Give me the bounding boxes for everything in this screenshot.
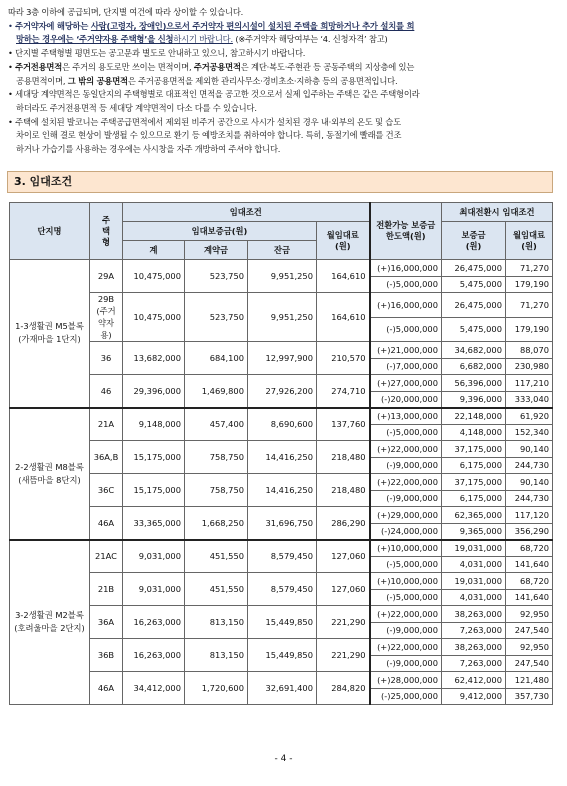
table-row <box>10 507 553 524</box>
total-cell: 10,475,000 <box>123 293 185 342</box>
convertible-cell: (+)10,000,000 <box>370 540 442 557</box>
contract-cell: 758,750 <box>185 474 248 507</box>
header-rent-conditions: 임대조건 <box>123 203 370 222</box>
note-line: • 단지별 주택형별 평면도는 공고문과 별도로 안내하고 있으니, 참고하시기 바랍니다. <box>8 48 306 59</box>
monthly-cell: 274,710 <box>317 375 370 408</box>
convertible-cell: (+)16,000,000 <box>370 260 442 277</box>
note-line: 망하는 경우에는 ‘주거약자용 주택형’을 신청하시기 바랍니다. (※주거약자 해당여부는 ‘4. 신청자격’ 참고) <box>16 34 388 45</box>
balance-cell: 8,579,450 <box>248 573 317 606</box>
total-cell: 9,031,000 <box>123 573 185 606</box>
type-cell: 29A <box>90 260 123 293</box>
convertible-cell: (-)9,000,000 <box>370 655 442 672</box>
header-deposit: 임대보증금(원) <box>123 222 317 241</box>
convertible-cell: (+)27,000,000 <box>370 375 442 392</box>
conv-monthly-cell: 90,140 <box>506 441 553 458</box>
header-complex: 단지명 <box>10 203 90 260</box>
table-row <box>10 441 553 458</box>
total-cell: 9,148,000 <box>123 408 185 441</box>
convertible-cell: (+)22,000,000 <box>370 441 442 458</box>
convertible-cell: (+)21,000,000 <box>370 342 442 359</box>
monthly-cell: 137,760 <box>317 408 370 441</box>
contract-cell: 813,150 <box>185 606 248 639</box>
type-cell: 36C <box>90 474 123 507</box>
note-line: • 세대당 계약면적은 동일단지의 주택형별로 대표적인 면적을 공고한 것으로서 실제 입주하는 주택은 같은 주택형이라 <box>8 89 420 100</box>
type-cell: 36 <box>90 342 123 375</box>
conv-monthly-cell: 141,640 <box>506 589 553 606</box>
table-row <box>10 293 553 318</box>
total-cell: 34,412,000 <box>123 672 185 705</box>
note-line: 하거나 가습기를 사용하는 경우에는 사시창을 자주 개방하여 주셔야 합니다. <box>16 144 281 155</box>
type-cell: 21B <box>90 573 123 606</box>
contract-cell: 758,750 <box>185 441 248 474</box>
header-balance: 잔금 <box>248 241 317 260</box>
conv-monthly-cell: 247,540 <box>506 655 553 672</box>
contract-cell: 1,469,800 <box>185 375 248 408</box>
header-convertible: 전환가능 보증금 한도액(원) <box>370 203 442 260</box>
convertible-cell: (-)5,000,000 <box>370 556 442 573</box>
conv-monthly-cell: 244,730 <box>506 490 553 507</box>
note-line: • 주거전용면적은 주거의 용도로만 쓰이는 면적이며, 주거공용면적은 계단·복도·주현관 등 공동주택의 지상층에 있는 <box>8 61 415 72</box>
table-row <box>10 375 553 392</box>
conv-deposit-cell: 38,263,000 <box>442 606 506 623</box>
table-row <box>10 639 553 656</box>
convertible-cell: (-)5,000,000 <box>370 317 442 342</box>
monthly-cell: 127,060 <box>317 573 370 606</box>
conv-deposit-cell: 62,412,000 <box>442 672 506 689</box>
type-cell: 46A <box>90 507 123 540</box>
convertible-cell: (-)7,000,000 <box>370 358 442 375</box>
convertible-cell: (+)16,000,000 <box>370 293 442 318</box>
conv-deposit-cell: 37,175,000 <box>442 474 506 491</box>
convertible-cell: (+)22,000,000 <box>370 606 442 623</box>
balance-cell: 9,951,250 <box>248 260 317 293</box>
contract-cell: 684,100 <box>185 342 248 375</box>
complex-name-cell: 2-2생활권 M8블록 (새뜸마을 8단지) <box>10 408 90 540</box>
balance-cell: 8,690,600 <box>248 408 317 441</box>
total-cell: 16,263,000 <box>123 639 185 672</box>
contract-cell: 457,400 <box>185 408 248 441</box>
conv-deposit-cell: 7,263,000 <box>442 622 506 639</box>
conv-monthly-cell: 88,070 <box>506 342 553 359</box>
header-conv-deposit: 보증금(원) <box>442 222 506 260</box>
monthly-cell: 127,060 <box>317 540 370 573</box>
table-row <box>10 540 553 557</box>
total-cell: 10,475,000 <box>123 260 185 293</box>
table-row <box>10 260 553 277</box>
monthly-cell: 164,610 <box>317 293 370 342</box>
conv-deposit-cell: 9,396,000 <box>442 391 506 408</box>
header-monthly: 월임대료(원) <box>317 222 370 260</box>
monthly-cell: 284,820 <box>317 672 370 705</box>
note-line: • 주거약자에 해당하는 사람(고령자, 장애인)으로서 주거약자 편의시설이 설치된 주택을 희망하거나 추가 설치를 희 <box>8 20 415 31</box>
conv-deposit-cell: 4,031,000 <box>442 589 506 606</box>
type-cell: 36A <box>90 606 123 639</box>
monthly-cell: 218,480 <box>317 441 370 474</box>
monthly-cell: 218,480 <box>317 474 370 507</box>
convertible-cell: (+)29,000,000 <box>370 507 442 524</box>
convertible-cell: (+)10,000,000 <box>370 573 442 590</box>
conv-deposit-cell: 19,031,000 <box>442 573 506 590</box>
complex-name-cell: 3-2생활권 M2블록 (호려울마을 2단지) <box>10 540 90 705</box>
convertible-cell: (+)22,000,000 <box>370 474 442 491</box>
table-row <box>10 408 553 425</box>
convertible-cell: (-)5,000,000 <box>370 276 442 293</box>
total-cell: 15,175,000 <box>123 474 185 507</box>
contract-cell: 523,750 <box>185 260 248 293</box>
balance-cell: 14,416,250 <box>248 474 317 507</box>
table-row <box>10 573 553 590</box>
type-cell: 36B <box>90 639 123 672</box>
balance-cell: 8,579,450 <box>248 540 317 573</box>
table-row <box>10 342 553 359</box>
convertible-cell: (-)5,000,000 <box>370 589 442 606</box>
section-title: 3. 임대조건 <box>7 171 553 193</box>
table-row <box>10 474 553 491</box>
conv-deposit-cell: 9,365,000 <box>442 523 506 540</box>
type-cell: 29B (주거약자용) <box>90 293 123 342</box>
total-cell: 15,175,000 <box>123 441 185 474</box>
header-conv-monthly: 월임대료(원) <box>506 222 553 260</box>
conv-monthly-cell: 356,290 <box>506 523 553 540</box>
header-type: 주택형 <box>90 203 123 260</box>
contract-cell: 523,750 <box>185 293 248 342</box>
type-cell: 21AC <box>90 540 123 573</box>
table-row <box>10 672 553 689</box>
conv-monthly-cell: 117,210 <box>506 375 553 392</box>
convertible-cell: (-)5,000,000 <box>370 424 442 441</box>
type-cell: 21A <box>90 408 123 441</box>
balance-cell: 15,449,850 <box>248 639 317 672</box>
conv-deposit-cell: 26,475,000 <box>442 293 506 318</box>
convertible-cell: (+)22,000,000 <box>370 639 442 656</box>
monthly-cell: 221,290 <box>317 639 370 672</box>
monthly-cell: 286,290 <box>317 507 370 540</box>
balance-cell: 31,696,750 <box>248 507 317 540</box>
conv-deposit-cell: 5,475,000 <box>442 317 506 342</box>
conv-monthly-cell: 71,270 <box>506 260 553 277</box>
conv-monthly-cell: 357,730 <box>506 688 553 705</box>
rent-conditions-table <box>9 202 553 705</box>
conv-monthly-cell: 68,720 <box>506 573 553 590</box>
header-contract: 계약금 <box>185 241 248 260</box>
conv-monthly-cell: 92,950 <box>506 606 553 623</box>
contract-cell: 1,720,600 <box>185 672 248 705</box>
total-cell: 16,263,000 <box>123 606 185 639</box>
conv-deposit-cell: 62,365,000 <box>442 507 506 524</box>
conv-monthly-cell: 247,540 <box>506 622 553 639</box>
note-line: 따라 3층 이하에 공급되며, 단지별 여건에 따라 상이할 수 있습니다. <box>8 7 244 17</box>
conv-monthly-cell: 121,480 <box>506 672 553 689</box>
balance-cell: 12,997,900 <box>248 342 317 375</box>
complex-name-cell: 1-3생활권 M5블록 (가재마을 1단지) <box>10 260 90 408</box>
convertible-cell: (-)24,000,000 <box>370 523 442 540</box>
conv-deposit-cell: 4,031,000 <box>442 556 506 573</box>
monthly-cell: 221,290 <box>317 606 370 639</box>
note-line: 공용면적이며, 그 밖의 공용면적은 주거공용면적을 제외한 관리사무소·경비초소·지하층 등의 공용면적입니다. <box>16 75 398 86</box>
convertible-cell: (+)13,000,000 <box>370 408 442 425</box>
conv-monthly-cell: 141,640 <box>506 556 553 573</box>
convertible-cell: (-)25,000,000 <box>370 688 442 705</box>
conv-monthly-cell: 152,340 <box>506 424 553 441</box>
contract-cell: 813,150 <box>185 639 248 672</box>
table-body <box>10 260 553 705</box>
contract-cell: 1,668,250 <box>185 507 248 540</box>
conv-deposit-cell: 26,475,000 <box>442 260 506 277</box>
note-line: • 주택에 설치된 발코니는 주택공급면적에서 제외된 비주거 공간으로 사시가 설치된 경우 내·외부의 온도 및 습도 <box>8 116 401 127</box>
conv-deposit-cell: 4,148,000 <box>442 424 506 441</box>
note-line: 하더라도 주거전용면적 등 세대당 계약면적이 다소 다를 수 있습니다. <box>16 102 257 113</box>
table-row <box>10 606 553 623</box>
notes-section <box>8 6 556 157</box>
conv-monthly-cell: 61,920 <box>506 408 553 425</box>
conv-monthly-cell: 71,270 <box>506 293 553 318</box>
convertible-cell: (-)9,000,000 <box>370 622 442 639</box>
conv-monthly-cell: 333,040 <box>506 391 553 408</box>
conv-monthly-cell: 244,730 <box>506 457 553 474</box>
balance-cell: 27,926,200 <box>248 375 317 408</box>
conv-deposit-cell: 9,412,000 <box>442 688 506 705</box>
conv-deposit-cell: 22,148,000 <box>442 408 506 425</box>
type-cell: 46 <box>90 375 123 408</box>
conv-monthly-cell: 90,140 <box>506 474 553 491</box>
total-cell: 9,031,000 <box>123 540 185 573</box>
note-line: 차이로 인해 결로 현상이 발생될 수 있으므로 환기 등 예방조치를 취하여야 합니다. 특히, 동절기에 빨래를 건조 <box>16 130 402 141</box>
total-cell: 29,396,000 <box>123 375 185 408</box>
conv-monthly-cell: 117,120 <box>506 507 553 524</box>
total-cell: 13,682,000 <box>123 342 185 375</box>
convertible-cell: (-)9,000,000 <box>370 490 442 507</box>
conv-deposit-cell: 6,175,000 <box>442 457 506 474</box>
conv-monthly-cell: 179,190 <box>506 317 553 342</box>
balance-cell: 32,691,400 <box>248 672 317 705</box>
conv-deposit-cell: 37,175,000 <box>442 441 506 458</box>
conv-deposit-cell: 38,263,000 <box>442 639 506 656</box>
conv-deposit-cell: 56,396,000 <box>442 375 506 392</box>
monthly-cell: 164,610 <box>317 260 370 293</box>
type-cell: 46A <box>90 672 123 705</box>
conv-deposit-cell: 5,475,000 <box>442 276 506 293</box>
total-cell: 33,365,000 <box>123 507 185 540</box>
conv-deposit-cell: 6,682,000 <box>442 358 506 375</box>
convertible-cell: (+)28,000,000 <box>370 672 442 689</box>
balance-cell: 15,449,850 <box>248 606 317 639</box>
balance-cell: 9,951,250 <box>248 293 317 342</box>
page-number: - 4 - <box>274 754 293 764</box>
contract-cell: 451,550 <box>185 540 248 573</box>
conv-deposit-cell: 19,031,000 <box>442 540 506 557</box>
type-cell: 36A,B <box>90 441 123 474</box>
conv-deposit-cell: 7,263,000 <box>442 655 506 672</box>
conv-deposit-cell: 34,682,000 <box>442 342 506 359</box>
header-max-conversion: 최대전환시 임대조건 <box>442 203 553 222</box>
conv-monthly-cell: 68,720 <box>506 540 553 557</box>
convertible-cell: (-)9,000,000 <box>370 457 442 474</box>
conv-monthly-cell: 230,980 <box>506 358 553 375</box>
header-total: 계 <box>123 241 185 260</box>
conv-monthly-cell: 179,190 <box>506 276 553 293</box>
conv-monthly-cell: 92,950 <box>506 639 553 656</box>
monthly-cell: 210,570 <box>317 342 370 375</box>
convertible-cell: (-)20,000,000 <box>370 391 442 408</box>
balance-cell: 14,416,250 <box>248 441 317 474</box>
conv-deposit-cell: 6,175,000 <box>442 490 506 507</box>
contract-cell: 451,550 <box>185 573 248 606</box>
